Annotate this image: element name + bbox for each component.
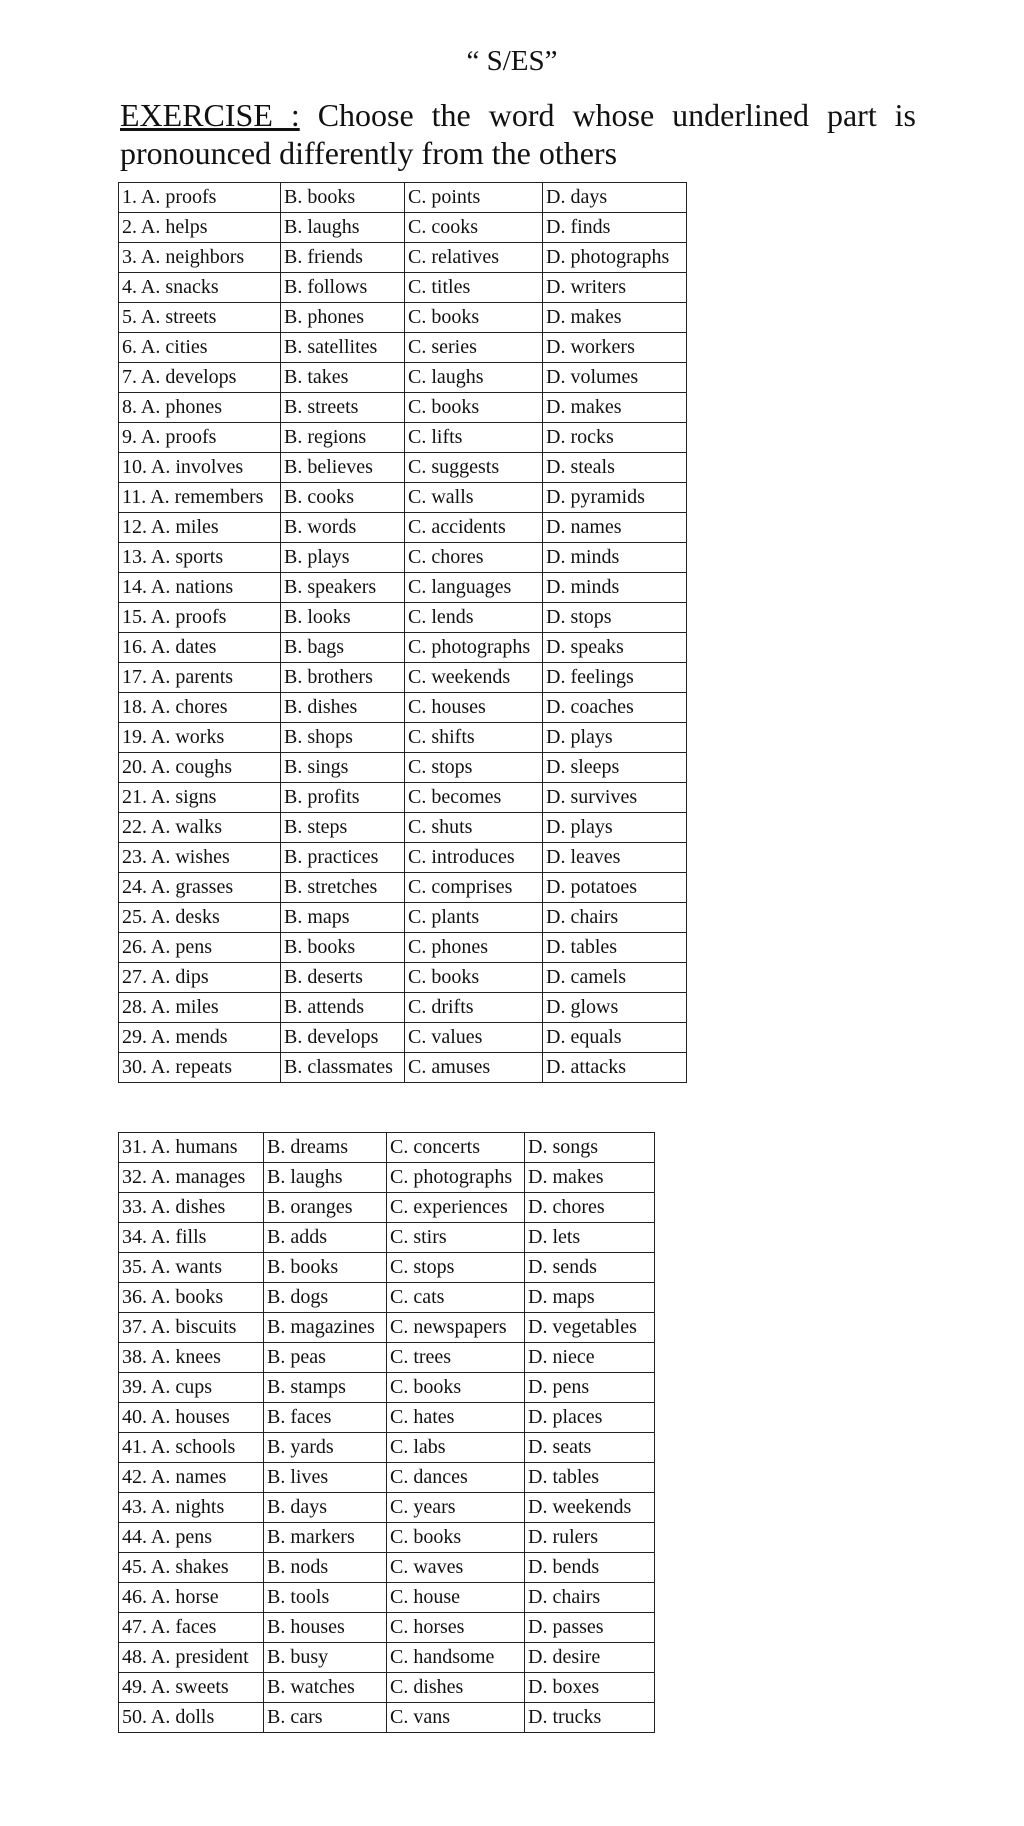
- question-row: [119, 633, 687, 663]
- option-d: D. camels: [543, 963, 687, 993]
- question-row: [119, 243, 687, 273]
- option-d: D. seats: [525, 1433, 655, 1463]
- option-a: 43. A. nights: [119, 1493, 264, 1523]
- question-row: [119, 1583, 655, 1613]
- option-a: 25. A. desks: [119, 903, 281, 933]
- option-a: 27. A. dips: [119, 963, 281, 993]
- question-row: [119, 1643, 655, 1673]
- question-row: [119, 1373, 655, 1403]
- question-row: [119, 723, 687, 753]
- option-d: D. bends: [525, 1553, 655, 1583]
- option-d: D. rocks: [543, 423, 687, 453]
- option-a: 46. A. horse: [119, 1583, 264, 1613]
- option-b: B. stretches: [281, 873, 405, 903]
- question-row: [119, 1553, 655, 1583]
- option-a: 10. A. involves: [119, 453, 281, 483]
- option-d: D. trucks: [525, 1703, 655, 1733]
- option-c: C. walls: [405, 483, 543, 513]
- option-a: 1. A. proofs: [119, 183, 281, 213]
- option-d: D. plays: [543, 813, 687, 843]
- option-a: 19. A. works: [119, 723, 281, 753]
- option-b: B. busy: [264, 1643, 387, 1673]
- option-a: 45. A. shakes: [119, 1553, 264, 1583]
- option-c: C. weekends: [405, 663, 543, 693]
- option-b: B. faces: [264, 1403, 387, 1433]
- option-d: D. survives: [543, 783, 687, 813]
- question-row: [119, 963, 687, 993]
- option-d: D. days: [543, 183, 687, 213]
- option-a: 5. A. streets: [119, 303, 281, 333]
- question-row: [119, 1053, 687, 1083]
- option-d: D. attacks: [543, 1053, 687, 1083]
- option-b: B. regions: [281, 423, 405, 453]
- option-a: 48. A. president: [119, 1643, 264, 1673]
- option-c: C. introduces: [405, 843, 543, 873]
- option-c: C. handsome: [387, 1643, 525, 1673]
- option-b: B. practices: [281, 843, 405, 873]
- question-row: [119, 1193, 655, 1223]
- question-row: [119, 1313, 655, 1343]
- option-b: B. stamps: [264, 1373, 387, 1403]
- option-d: D. places: [525, 1403, 655, 1433]
- question-row: [119, 663, 687, 693]
- option-b: B. adds: [264, 1223, 387, 1253]
- option-d: D. weekends: [525, 1493, 655, 1523]
- question-row: [119, 1523, 655, 1553]
- option-b: B. deserts: [281, 963, 405, 993]
- option-c: C. books: [387, 1523, 525, 1553]
- option-c: C. experiences: [387, 1193, 525, 1223]
- option-b: B. words: [281, 513, 405, 543]
- option-a: 13. A. sports: [119, 543, 281, 573]
- option-c: C. photographs: [387, 1163, 525, 1193]
- option-b: B. speakers: [281, 573, 405, 603]
- question-row: [119, 1403, 655, 1433]
- option-d: D. lets: [525, 1223, 655, 1253]
- exercise-table-2: [118, 1132, 655, 1733]
- option-a: 38. A. knees: [119, 1343, 264, 1373]
- option-c: C. books: [387, 1373, 525, 1403]
- option-c: C. stirs: [387, 1223, 525, 1253]
- option-c: C. shifts: [405, 723, 543, 753]
- option-c: C. stops: [405, 753, 543, 783]
- option-b: B. believes: [281, 453, 405, 483]
- option-d: D. equals: [543, 1023, 687, 1053]
- option-c: C. houses: [405, 693, 543, 723]
- option-c: C. values: [405, 1023, 543, 1053]
- option-c: C. photographs: [405, 633, 543, 663]
- question-row: [119, 1253, 655, 1283]
- option-b: B. yards: [264, 1433, 387, 1463]
- option-b: B. cooks: [281, 483, 405, 513]
- option-c: C. stops: [387, 1253, 525, 1283]
- question-row: [119, 333, 687, 363]
- option-c: C. concerts: [387, 1133, 525, 1163]
- option-c: C. books: [405, 303, 543, 333]
- option-c: C. phones: [405, 933, 543, 963]
- option-a: 26. A. pens: [119, 933, 281, 963]
- question-row: [119, 1493, 655, 1523]
- question-row: [119, 843, 687, 873]
- option-c: C. cooks: [405, 213, 543, 243]
- option-d: D. finds: [543, 213, 687, 243]
- option-d: D. makes: [543, 303, 687, 333]
- instruction: [120, 96, 916, 172]
- option-b: B. houses: [264, 1613, 387, 1643]
- option-b: B. looks: [281, 603, 405, 633]
- question-row: [119, 1613, 655, 1643]
- option-c: C. years: [387, 1493, 525, 1523]
- option-d: D. names: [543, 513, 687, 543]
- option-a: 17. A. parents: [119, 663, 281, 693]
- option-a: 49. A. sweets: [119, 1673, 264, 1703]
- option-a: 50. A. dolls: [119, 1703, 264, 1733]
- option-d: D. chairs: [543, 903, 687, 933]
- option-d: D. passes: [525, 1613, 655, 1643]
- option-a: 47. A. faces: [119, 1613, 264, 1643]
- option-c: C. chores: [405, 543, 543, 573]
- option-b: B. oranges: [264, 1193, 387, 1223]
- option-a: 18. A. chores: [119, 693, 281, 723]
- option-b: B. lives: [264, 1463, 387, 1493]
- option-d: D. leaves: [543, 843, 687, 873]
- question-row: [119, 543, 687, 573]
- option-b: B. magazines: [264, 1313, 387, 1343]
- option-c: C. books: [405, 963, 543, 993]
- option-b: B. cars: [264, 1703, 387, 1733]
- question-row: [119, 1673, 655, 1703]
- option-b: B. books: [281, 933, 405, 963]
- option-a: 9. A. proofs: [119, 423, 281, 453]
- option-c: C. books: [405, 393, 543, 423]
- option-a: 37. A. biscuits: [119, 1313, 264, 1343]
- option-d: D. vegetables: [525, 1313, 655, 1343]
- option-d: D. glows: [543, 993, 687, 1023]
- option-d: D. potatoes: [543, 873, 687, 903]
- option-a: 34. A. fills: [119, 1223, 264, 1253]
- option-b: B. tools: [264, 1583, 387, 1613]
- question-row: [119, 753, 687, 783]
- option-b: B. bags: [281, 633, 405, 663]
- question-row: [119, 1023, 687, 1053]
- option-d: D. steals: [543, 453, 687, 483]
- question-row: [119, 1283, 655, 1313]
- option-a: 11. A. remembers: [119, 483, 281, 513]
- option-b: B. steps: [281, 813, 405, 843]
- option-a: 22. A. walks: [119, 813, 281, 843]
- option-a: 21. A. signs: [119, 783, 281, 813]
- option-b: B. books: [281, 183, 405, 213]
- option-b: B. dogs: [264, 1283, 387, 1313]
- option-a: 3. A. neighbors: [119, 243, 281, 273]
- question-row: [119, 1463, 655, 1493]
- option-a: 12. A. miles: [119, 513, 281, 543]
- option-d: D. songs: [525, 1133, 655, 1163]
- option-a: 40. A. houses: [119, 1403, 264, 1433]
- question-row: [119, 1703, 655, 1733]
- option-a: 29. A. mends: [119, 1023, 281, 1053]
- question-row: [119, 1223, 655, 1253]
- option-d: D. workers: [543, 333, 687, 363]
- question-row: [119, 783, 687, 813]
- option-b: B. laughs: [281, 213, 405, 243]
- option-c: C. cats: [387, 1283, 525, 1313]
- question-row: [119, 903, 687, 933]
- option-a: 15. A. proofs: [119, 603, 281, 633]
- option-a: 28. A. miles: [119, 993, 281, 1023]
- option-c: C. relatives: [405, 243, 543, 273]
- option-a: 33. A. dishes: [119, 1193, 264, 1223]
- option-a: 7. A. develops: [119, 363, 281, 393]
- option-b: B. streets: [281, 393, 405, 423]
- option-d: D. speaks: [543, 633, 687, 663]
- option-d: D. desire: [525, 1643, 655, 1673]
- option-a: 8. A. phones: [119, 393, 281, 423]
- option-b: B. profits: [281, 783, 405, 813]
- option-d: D. minds: [543, 543, 687, 573]
- option-b: B. develops: [281, 1023, 405, 1053]
- option-a: 32. A. manages: [119, 1163, 264, 1193]
- option-c: C. titles: [405, 273, 543, 303]
- option-d: D. makes: [543, 393, 687, 423]
- option-b: B. laughs: [264, 1163, 387, 1193]
- option-b: B. classmates: [281, 1053, 405, 1083]
- option-c: C. house: [387, 1583, 525, 1613]
- option-d: D. rulers: [525, 1523, 655, 1553]
- instruction-text: Choose the word whose underlined part is pronounced differently from the others: [120, 97, 917, 171]
- option-c: C. horses: [387, 1613, 525, 1643]
- option-a: 42. A. names: [119, 1463, 264, 1493]
- exercise-label: EXERCISE :: [120, 97, 300, 133]
- option-d: D. niece: [525, 1343, 655, 1373]
- question-row: [119, 933, 687, 963]
- option-d: D. sends: [525, 1253, 655, 1283]
- option-d: D. tables: [543, 933, 687, 963]
- question-row: [119, 183, 687, 213]
- option-c: C. waves: [387, 1553, 525, 1583]
- option-d: D. boxes: [525, 1673, 655, 1703]
- option-a: 14. A. nations: [119, 573, 281, 603]
- option-c: C. languages: [405, 573, 543, 603]
- option-c: C. labs: [387, 1433, 525, 1463]
- option-d: D. feelings: [543, 663, 687, 693]
- option-b: B. watches: [264, 1673, 387, 1703]
- question-row: [119, 813, 687, 843]
- option-d: D. pyramids: [543, 483, 687, 513]
- option-d: D. pens: [525, 1373, 655, 1403]
- option-b: B. dreams: [264, 1133, 387, 1163]
- option-b: B. shops: [281, 723, 405, 753]
- question-row: [119, 483, 687, 513]
- option-c: C. vans: [387, 1703, 525, 1733]
- option-d: D. photographs: [543, 243, 687, 273]
- option-b: B. brothers: [281, 663, 405, 693]
- option-b: B. satellites: [281, 333, 405, 363]
- option-c: C. newspapers: [387, 1313, 525, 1343]
- option-b: B. attends: [281, 993, 405, 1023]
- option-b: B. days: [264, 1493, 387, 1523]
- question-row: [119, 603, 687, 633]
- option-c: C. trees: [387, 1343, 525, 1373]
- option-d: D. minds: [543, 573, 687, 603]
- option-d: D. chores: [525, 1193, 655, 1223]
- option-b: B. sings: [281, 753, 405, 783]
- question-row: [119, 453, 687, 483]
- option-a: 36. A. books: [119, 1283, 264, 1313]
- option-a: 20. A. coughs: [119, 753, 281, 783]
- option-d: D. plays: [543, 723, 687, 753]
- option-d: D. tables: [525, 1463, 655, 1493]
- option-a: 30. A. repeats: [119, 1053, 281, 1083]
- option-a: 16. A. dates: [119, 633, 281, 663]
- option-c: C. accidents: [405, 513, 543, 543]
- option-c: C. lifts: [405, 423, 543, 453]
- exercise-table-1: [118, 182, 687, 1083]
- option-b: B. follows: [281, 273, 405, 303]
- option-b: B. takes: [281, 363, 405, 393]
- question-row: [119, 273, 687, 303]
- option-c: C. lends: [405, 603, 543, 633]
- option-d: D. stops: [543, 603, 687, 633]
- option-a: 23. A. wishes: [119, 843, 281, 873]
- option-b: B. peas: [264, 1343, 387, 1373]
- question-row: [119, 423, 687, 453]
- question-row: [119, 213, 687, 243]
- option-c: C. dances: [387, 1463, 525, 1493]
- question-row: [119, 513, 687, 543]
- option-b: B. markers: [264, 1523, 387, 1553]
- option-b: B. friends: [281, 243, 405, 273]
- option-b: B. nods: [264, 1553, 387, 1583]
- question-row: [119, 1433, 655, 1463]
- page-title: “ S/ES”: [466, 45, 558, 77]
- question-row: [119, 393, 687, 423]
- question-row: [119, 573, 687, 603]
- option-b: B. books: [264, 1253, 387, 1283]
- option-a: 2. A. helps: [119, 213, 281, 243]
- question-row: [119, 1343, 655, 1373]
- question-row: [119, 873, 687, 903]
- option-d: D. coaches: [543, 693, 687, 723]
- option-c: C. suggests: [405, 453, 543, 483]
- option-d: D. writers: [543, 273, 687, 303]
- option-c: C. laughs: [405, 363, 543, 393]
- option-d: D. makes: [525, 1163, 655, 1193]
- option-c: C. dishes: [387, 1673, 525, 1703]
- option-c: C. shuts: [405, 813, 543, 843]
- question-row: [119, 363, 687, 393]
- option-b: B. dishes: [281, 693, 405, 723]
- option-a: 24. A. grasses: [119, 873, 281, 903]
- option-a: 4. A. snacks: [119, 273, 281, 303]
- option-c: C. comprises: [405, 873, 543, 903]
- option-d: D. volumes: [543, 363, 687, 393]
- option-a: 6. A. cities: [119, 333, 281, 363]
- question-row: [119, 693, 687, 723]
- option-a: 39. A. cups: [119, 1373, 264, 1403]
- option-d: D. sleeps: [543, 753, 687, 783]
- question-row: [119, 1163, 655, 1193]
- option-b: B. maps: [281, 903, 405, 933]
- option-a: 31. A. humans: [119, 1133, 264, 1163]
- option-b: B. plays: [281, 543, 405, 573]
- question-row: [119, 303, 687, 333]
- option-a: 35. A. wants: [119, 1253, 264, 1283]
- option-d: D. maps: [525, 1283, 655, 1313]
- option-c: C. becomes: [405, 783, 543, 813]
- option-a: 44. A. pens: [119, 1523, 264, 1553]
- option-c: C. points: [405, 183, 543, 213]
- option-a: 41. A. schools: [119, 1433, 264, 1463]
- option-c: C. plants: [405, 903, 543, 933]
- option-c: C. drifts: [405, 993, 543, 1023]
- question-row: [119, 993, 687, 1023]
- option-c: C. amuses: [405, 1053, 543, 1083]
- question-row: [119, 1133, 655, 1163]
- option-b: B. phones: [281, 303, 405, 333]
- option-d: D. chairs: [525, 1583, 655, 1613]
- option-c: C. series: [405, 333, 543, 363]
- option-c: C. hates: [387, 1403, 525, 1433]
